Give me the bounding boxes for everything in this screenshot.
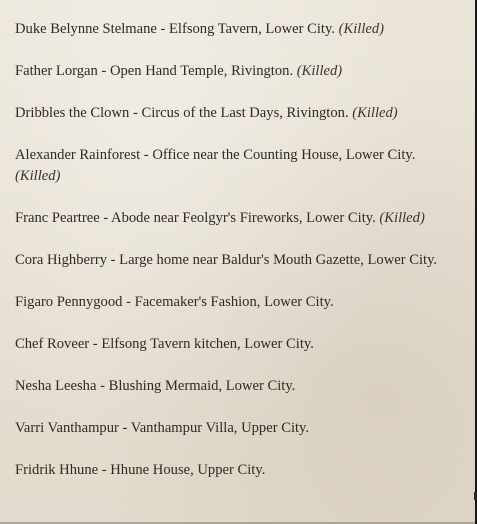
entry-text: Nesha Leesha - Blushing Mermaid, Lower City. (15, 378, 296, 394)
list-item (15, 376, 457, 397)
list-item (15, 418, 457, 439)
status-badge: (Killed) (15, 168, 61, 184)
entry-text: Cora Highberry - Large home near Baldur's Mouth Gazette, Lower City. (15, 252, 438, 268)
list-item (15, 292, 457, 313)
entry-text: Figaro Pennygood - Facemaker's Fashion, Lower City. (15, 294, 334, 310)
entry-text: Father Lorgan - Open Hand Temple, Rivington. (15, 63, 294, 79)
entry-text: Fridrik Hhune - Hhune House, Upper City. (15, 462, 266, 478)
status-badge: (Killed) (296, 63, 343, 79)
list-item (15, 19, 457, 40)
entry-text: Varri Vanthampur - Vanthampur Villa, Upper City. (15, 420, 310, 436)
entry-text: Dribbles the Clown - Circus of the Last Days, Rivington. (15, 105, 349, 121)
list-item (15, 334, 457, 355)
entry-text: Franc Peartree - Abode near Feolgyr's Fireworks, Lower City. (15, 210, 376, 226)
list-item (15, 250, 457, 271)
entry-text: Alexander Rainforest - Office near the Counting House, Lower City. (15, 147, 416, 163)
list-item (15, 145, 457, 187)
list-item (15, 460, 457, 481)
list-item (15, 61, 457, 82)
status-badge: (Killed) (352, 105, 398, 121)
entry-text: Duke Belynne Stelmane - Elfsong Tavern, Lower City. (15, 21, 335, 37)
list-item (15, 103, 457, 124)
status-badge: (Killed) (379, 210, 425, 226)
status-badge: (Killed) (338, 21, 385, 37)
list-item (15, 208, 457, 229)
entry-text: Chef Roveer - Elfsong Tavern kitchen, Lower City. (15, 336, 314, 352)
